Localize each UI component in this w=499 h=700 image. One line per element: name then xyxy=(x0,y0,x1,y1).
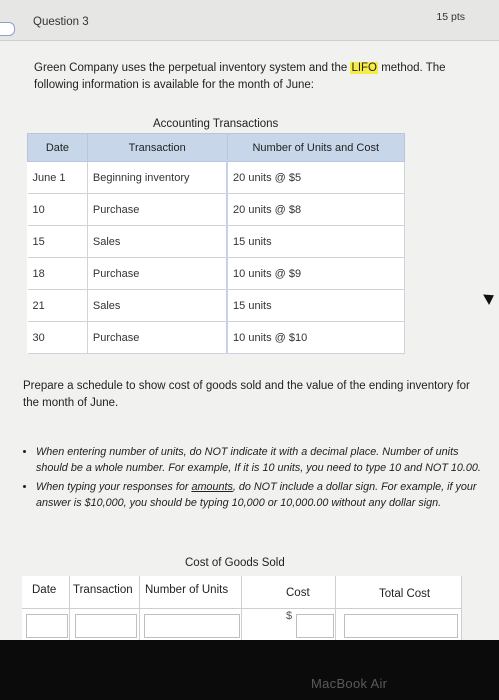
cogs-column-divider xyxy=(335,576,336,640)
table-row xyxy=(28,194,405,226)
cogs-date-input[interactable] xyxy=(26,614,68,638)
header-units-cost: Number of Units and Cost xyxy=(227,134,404,162)
table-row xyxy=(28,290,405,322)
question-header xyxy=(0,0,499,41)
row-units-cost: 10 units @ $10 xyxy=(227,322,404,354)
header-date: Date xyxy=(28,134,88,162)
row-date: 18 xyxy=(28,258,88,290)
row-transaction: Purchase xyxy=(87,322,227,354)
cogs-total-cost-input[interactable] xyxy=(344,614,458,638)
cogs-cost-input[interactable] xyxy=(296,614,334,638)
cogs-column-divider xyxy=(139,576,140,640)
row-units-cost: 15 units xyxy=(227,226,404,258)
row-transaction: Purchase xyxy=(87,194,227,226)
cogs-header-transaction: Transaction xyxy=(73,584,133,596)
cogs-table-caption: Cost of Goods Sold xyxy=(185,557,285,569)
cogs-header-units: Number of Units xyxy=(145,584,229,596)
bullet-units: • When entering number of units, do NOT indicate it with a decimal place. Number of units should be a whole number. For example, If it is 10 units, you need to type 10 and NOT 10.00. xyxy=(36,444,486,476)
table-header-row xyxy=(28,134,405,162)
table-row xyxy=(28,258,405,290)
header-transaction: Transaction xyxy=(87,134,227,162)
bullet-amounts: • When typing your responses for amounts, do NOT include a dollar sign. For example, if your answer is $10,000, you should be typing 10,000 or 10,000.00 without any dollar sign. xyxy=(36,479,486,511)
cogs-cost-dollar-sign: $ xyxy=(286,610,293,622)
row-units-cost: 20 units @ $8 xyxy=(227,194,404,226)
row-units-cost: 20 units @ $5 xyxy=(227,162,404,194)
row-units-cost: 10 units @ $9 xyxy=(227,258,404,290)
row-units-cost: 15 units xyxy=(227,290,404,322)
intro-text: Green Company uses the perpetual inventory system and the LIFO method. The following information is available for the month of June: xyxy=(34,62,446,91)
instruction-bullets xyxy=(22,444,486,514)
flag-icon[interactable] xyxy=(0,22,15,36)
cogs-header-row xyxy=(22,576,462,609)
table-row xyxy=(28,322,405,354)
row-transaction: Sales xyxy=(87,226,227,258)
instruction-text: Prepare a schedule to show cost of goods sold and the value of the ending inventory for the month of June. xyxy=(23,380,470,409)
row-transaction: Beginning inventory xyxy=(87,162,227,194)
mouse-cursor-icon xyxy=(483,290,497,305)
accounting-table-caption: Accounting Transactions xyxy=(153,118,279,130)
row-date: 15 xyxy=(28,226,88,258)
row-transaction: Purchase xyxy=(87,258,227,290)
question-title: Question 3 xyxy=(33,16,89,28)
row-date: 30 xyxy=(28,322,88,354)
cogs-table xyxy=(22,576,462,640)
cogs-units-input[interactable] xyxy=(144,614,240,638)
cogs-column-divider xyxy=(461,576,462,640)
row-transaction: Sales xyxy=(87,290,227,322)
cogs-column-divider xyxy=(69,576,70,640)
lifo-highlight: LIFO xyxy=(351,62,377,74)
cogs-column-divider xyxy=(241,576,242,640)
cogs-header-date: Date xyxy=(32,584,57,596)
cogs-transaction-input[interactable] xyxy=(75,614,137,638)
cogs-header-total-cost: Total Cost xyxy=(379,588,431,600)
accounting-transactions-table xyxy=(27,133,405,354)
row-date: June 1 xyxy=(28,162,88,194)
row-date: 21 xyxy=(28,290,88,322)
laptop-brand-label: MacBook Air xyxy=(311,676,388,691)
cogs-header-cost: Cost xyxy=(286,587,310,599)
question-points: 15 pts xyxy=(436,11,465,23)
row-date: 10 xyxy=(28,194,88,226)
laptop-bezel xyxy=(0,640,499,700)
table-row xyxy=(28,162,405,194)
table-row xyxy=(28,226,405,258)
